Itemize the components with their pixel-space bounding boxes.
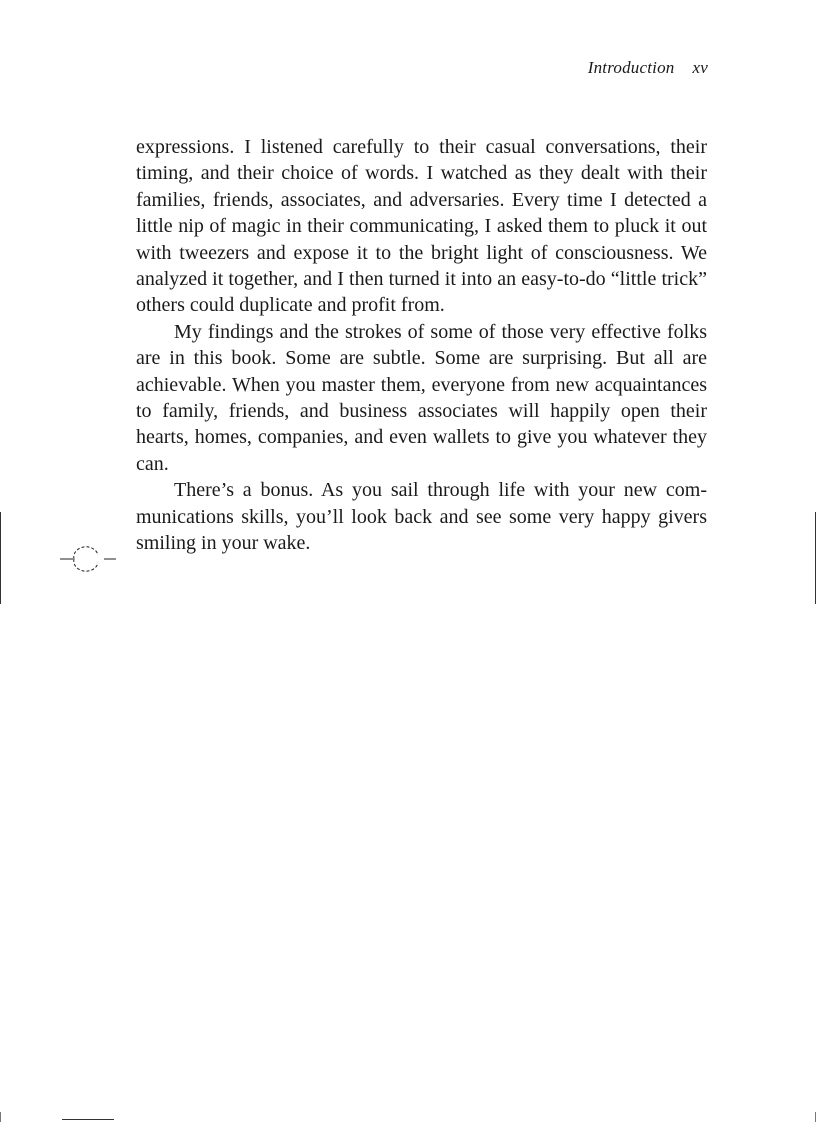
crop-mark-left <box>0 512 1 604</box>
paragraph-bonus: There’s a bonus. As you sail through life with your new communications skills, you’ll look back and see some very happy givers smiling in your wake. <box>136 479 707 555</box>
running-head-section: Introduction <box>587 58 675 77</box>
paragraph-findings: My findings and the strokes of some of those very effective folks are in this book. Some are subtle. Some are surprising. But all are achievable. When you master them, everyone from new acquaintances to family, friends, and business associates will happily open their hearts, homes, companies, and even wallets to give you whatever they can. <box>136 320 707 475</box>
page-number: xv <box>692 58 708 77</box>
body-text <box>136 134 707 557</box>
crop-tick-bottom-left <box>0 1112 1 1122</box>
registration-mark-icon <box>60 546 116 572</box>
running-head <box>588 58 708 78</box>
bottom-crop-rule <box>62 1119 114 1120</box>
paragraph-continued: expressions. I listened carefully to their casual conversations, their timing, and their choice of words. I watched as they dealt with their families, friends, associates, and adversaries. Every time I detected a little nip of magic in their communicating, I asked them to pluck it out with tweezers and expose it to the bright light of consciousness. We analyzed it together, and I then turned it into an easy-to-do “little trick” others could duplicate and profit from. <box>136 136 707 317</box>
